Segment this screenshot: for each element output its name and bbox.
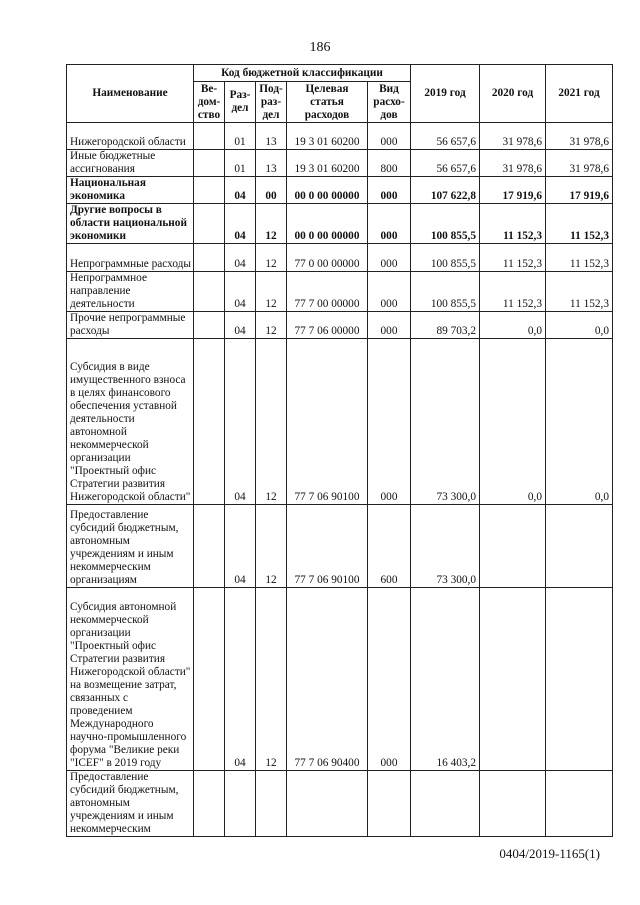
cell-y2021: 0,0 — [546, 339, 613, 505]
document-code: 0404/2019-1165(1) — [499, 846, 600, 861]
table-row — [67, 244, 613, 272]
cell-vr: 000 — [368, 123, 411, 150]
cell-ved — [194, 505, 225, 588]
cell-name: Прочие непрограммные расходы — [67, 312, 194, 339]
cell-y2021: 11 152,3 — [546, 204, 613, 244]
table-row — [67, 123, 613, 150]
cell-rz: 04 — [225, 312, 256, 339]
cell-y2021 — [546, 771, 613, 837]
cell-y2021: 11 152,3 — [546, 272, 613, 312]
cell-name: Другие вопросы в области национальной экономики — [67, 204, 194, 244]
cell-csr: 77 7 06 90100 — [287, 505, 368, 588]
cell-y2019: 16 403,2 — [411, 588, 480, 771]
cell-csr: 19 3 01 60200 — [287, 150, 368, 177]
cell-name: Непрограммное направление деятельности — [67, 272, 194, 312]
cell-ved — [194, 339, 225, 505]
cell-ved — [194, 177, 225, 204]
header-csr: Целевая статья расходов — [287, 82, 368, 123]
cell-y2019: 56 657,6 — [411, 150, 480, 177]
cell-y2020 — [480, 771, 546, 837]
cell-ved — [194, 588, 225, 771]
cell-y2019: 107 622,8 — [411, 177, 480, 204]
cell-y2020: 11 152,3 — [480, 204, 546, 244]
cell-csr: 77 7 06 00000 — [287, 312, 368, 339]
cell-y2019: 100 855,5 — [411, 244, 480, 272]
cell-rz: 04 — [225, 339, 256, 505]
cell-y2020: 0,0 — [480, 339, 546, 505]
cell-y2020: 11 152,3 — [480, 272, 546, 312]
table-row — [67, 588, 613, 771]
cell-vr: 000 — [368, 204, 411, 244]
cell-pr — [256, 771, 287, 837]
table-row — [67, 312, 613, 339]
cell-y2021: 31 978,6 — [546, 123, 613, 150]
table-row — [67, 339, 613, 505]
cell-ved — [194, 272, 225, 312]
cell-ved — [194, 312, 225, 339]
cell-csr: 77 7 06 90100 — [287, 339, 368, 505]
cell-pr: 12 — [256, 272, 287, 312]
page-number: 186 — [309, 40, 331, 55]
header-vr: Вид расхо-дов — [368, 82, 411, 123]
cell-y2021: 0,0 — [546, 312, 613, 339]
cell-y2021: 17 919,6 — [546, 177, 613, 204]
table-row — [67, 204, 613, 244]
cell-vr — [368, 771, 411, 837]
cell-csr: 19 3 01 60200 — [287, 123, 368, 150]
table-row — [67, 505, 613, 588]
cell-csr: 77 7 00 00000 — [287, 272, 368, 312]
cell-vr: 000 — [368, 312, 411, 339]
cell-y2019 — [411, 771, 480, 837]
cell-rz: 04 — [225, 177, 256, 204]
cell-ved — [194, 123, 225, 150]
cell-y2019: 100 855,5 — [411, 272, 480, 312]
cell-vr: 000 — [368, 177, 411, 204]
budget-table — [66, 64, 613, 837]
cell-y2021 — [546, 505, 613, 588]
cell-rz: 04 — [225, 204, 256, 244]
table-row — [67, 272, 613, 312]
cell-y2020: 31 978,6 — [480, 150, 546, 177]
header-razdel: Раз-дел — [225, 82, 256, 123]
cell-y2019: 100 855,5 — [411, 204, 480, 244]
cell-pr: 13 — [256, 150, 287, 177]
cell-y2020: 17 919,6 — [480, 177, 546, 204]
cell-vr: 000 — [368, 588, 411, 771]
cell-pr: 12 — [256, 244, 287, 272]
cell-name: Предоставление субсидий бюджетным, автономным учреждениям и иным некоммерческим — [67, 771, 194, 837]
cell-pr: 13 — [256, 123, 287, 150]
header-ved: Ве-дом-ство — [194, 82, 225, 123]
cell-csr: 77 0 00 00000 — [287, 244, 368, 272]
cell-csr: 00 0 00 00000 — [287, 204, 368, 244]
cell-pr: 12 — [256, 204, 287, 244]
cell-pr: 12 — [256, 505, 287, 588]
header-group: Код бюджетной классификации — [194, 65, 411, 82]
cell-rz: 01 — [225, 123, 256, 150]
cell-pr: 12 — [256, 339, 287, 505]
cell-y2021: 31 978,6 — [546, 150, 613, 177]
cell-y2020: 0,0 — [480, 312, 546, 339]
cell-ved — [194, 244, 225, 272]
header-name: Наименование — [67, 65, 194, 123]
cell-name: Непрограммные расходы — [67, 244, 194, 272]
cell-ved — [194, 150, 225, 177]
cell-csr: 00 0 00 00000 — [287, 177, 368, 204]
cell-y2019: 73 300,0 — [411, 339, 480, 505]
cell-pr: 12 — [256, 588, 287, 771]
cell-pr: 12 — [256, 312, 287, 339]
cell-rz: 01 — [225, 150, 256, 177]
table-row — [67, 771, 613, 837]
cell-rz: 04 — [225, 244, 256, 272]
cell-pr: 00 — [256, 177, 287, 204]
cell-csr: 77 7 06 90400 — [287, 588, 368, 771]
cell-y2021: 11 152,3 — [546, 244, 613, 272]
cell-y2020 — [480, 588, 546, 771]
cell-y2020 — [480, 505, 546, 588]
cell-name: Иные бюджетные ассигнования — [67, 150, 194, 177]
table-row — [67, 177, 613, 204]
header-2019: 2019 год — [411, 65, 480, 123]
cell-y2020: 11 152,3 — [480, 244, 546, 272]
cell-name: Субсидия автономной некоммерческой организации "Проектный офис Стратегии развития Нижегородской области" на возмещение затрат, связанных с проведением Международного научно-промышленного форума "Великие реки "ICEF" в 2019 году — [67, 588, 194, 771]
cell-rz — [225, 771, 256, 837]
header-2020: 2020 год — [480, 65, 546, 123]
cell-y2019: 56 657,6 — [411, 123, 480, 150]
cell-y2019: 73 300,0 — [411, 505, 480, 588]
cell-name: Субсидия в виде имущественного взноса в целях финансового обеспечения уставной деятельности автономной некоммерческой организации "Проектный офис Стратегии развития Нижегородской области" — [67, 339, 194, 505]
cell-y2021 — [546, 588, 613, 771]
cell-vr: 000 — [368, 272, 411, 312]
cell-vr: 000 — [368, 244, 411, 272]
cell-name: Предоставление субсидий бюджетным, автономным учреждениям и иным некоммерческим организациям — [67, 505, 194, 588]
header-2021: 2021 год — [546, 65, 613, 123]
cell-name: Национальная экономика — [67, 177, 194, 204]
cell-ved — [194, 204, 225, 244]
cell-vr: 600 — [368, 505, 411, 588]
cell-y2019: 89 703,2 — [411, 312, 480, 339]
cell-y2020: 31 978,6 — [480, 123, 546, 150]
table-row — [67, 150, 613, 177]
cell-rz: 04 — [225, 588, 256, 771]
cell-rz: 04 — [225, 272, 256, 312]
cell-name: Нижегородской области — [67, 123, 194, 150]
header-podrazdel: Под-раз-дел — [256, 82, 287, 123]
cell-vr: 000 — [368, 339, 411, 505]
cell-ved — [194, 771, 225, 837]
cell-csr — [287, 771, 368, 837]
cell-vr: 800 — [368, 150, 411, 177]
cell-rz: 04 — [225, 505, 256, 588]
